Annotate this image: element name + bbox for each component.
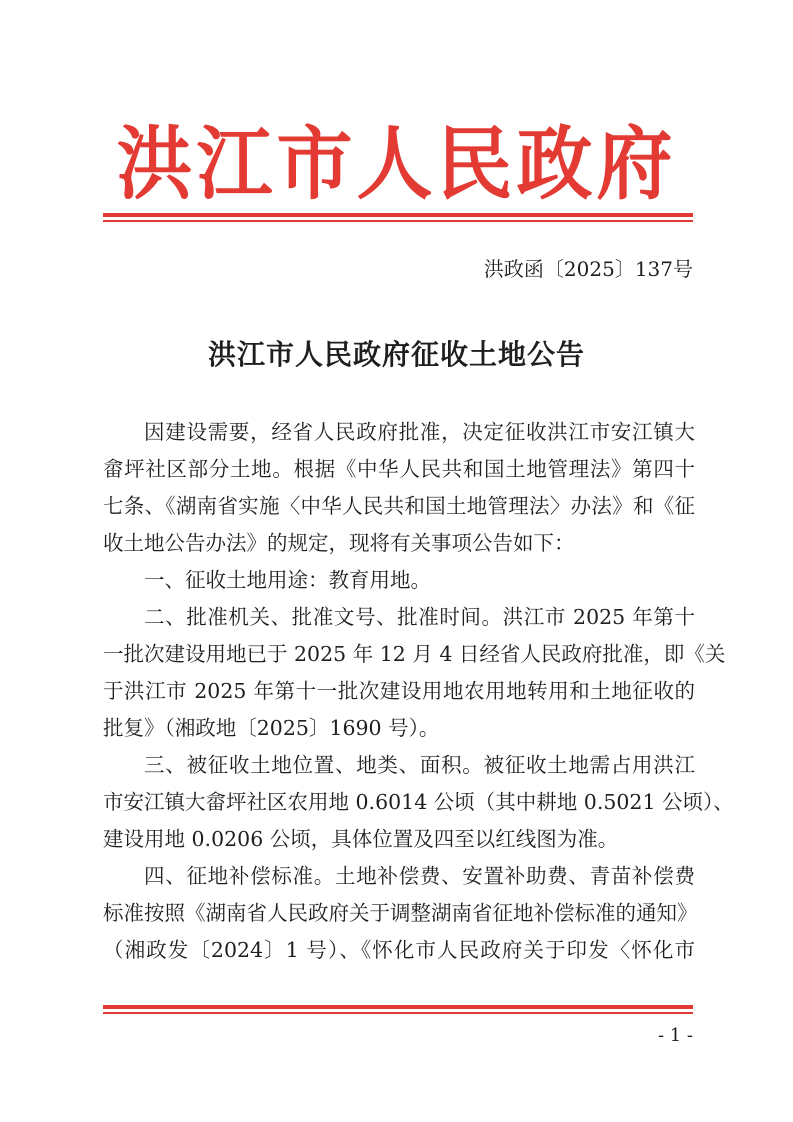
- body-line: 于洪江市 2025 年第十一批次建设用地农用地转用和土地征收的: [103, 679, 695, 703]
- document-title: 洪江市人民政府征收土地公告: [207, 338, 585, 371]
- body-line: 四、征地补偿标准。土地补偿费、安置补助费、青苗补偿费: [144, 864, 695, 888]
- page-number: - 1 -: [657, 1025, 693, 1046]
- masthead-rule-thick: [103, 213, 693, 217]
- body-line: 三、被征收土地位置、地类、面积。被征收土地需占用洪江: [144, 753, 695, 777]
- footer-rule-thick: [103, 1005, 693, 1009]
- body-line: 二、批准机关、批准文号、批准时间。洪江市 2025 年第十: [144, 605, 695, 629]
- body-line: 因建设需要，经省人民政府批准，决定征收洪江市安江镇大: [144, 420, 695, 444]
- footer-rule-thin: [103, 1012, 693, 1014]
- body-line: 七条、《湖南省实施〈中华人民共和国土地管理法〉办法》和《征: [103, 494, 695, 518]
- body-line: 市安江镇大畲坪社区农用地 0.6014 公顷（其中耕地 0.5021 公顷）、: [103, 790, 734, 814]
- body-line: 一、征收土地用途：教育用地。: [144, 568, 431, 592]
- body-line: 建设用地 0.0206 公顷，具体位置及四至以红线图为准。: [103, 827, 619, 851]
- document-number: 洪政函〔2025〕137号: [483, 257, 693, 281]
- document-body: [103, 414, 734, 969]
- body-line: 收土地公告办法》的规定，现将有关事项公告如下：: [103, 531, 575, 555]
- body-line: 一批次建设用地已于 2025 年 12 月 4 日经省人民政府批准，即《关: [103, 642, 726, 666]
- body-line: （湘政发〔2024〕1 号）、《怀化市人民政府关于印发〈怀化市: [103, 938, 695, 962]
- body-line: 批复》（湘政地〔2025〕1690 号）。: [103, 716, 440, 740]
- masthead-title: 洪江市人民政府: [116, 116, 677, 211]
- body-line: 标准按照《湖南省人民政府关于调整湖南省征地补偿标准的通知》: [103, 901, 698, 925]
- masthead-rule-thin: [103, 220, 693, 222]
- body-line: 畲坪社区部分土地。根据《中华人民共和国土地管理法》第四十: [103, 457, 695, 481]
